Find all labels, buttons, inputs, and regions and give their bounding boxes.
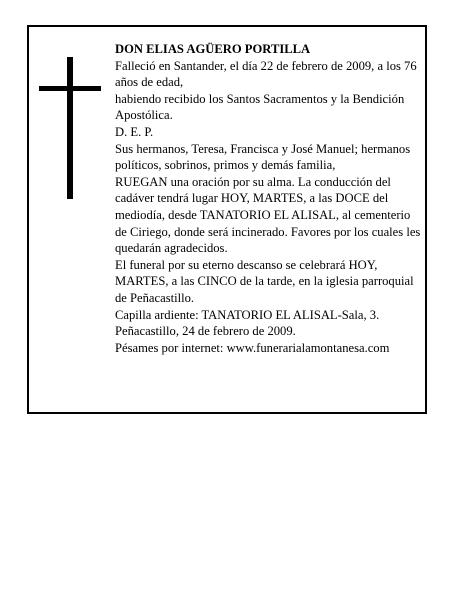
condolences-line: Pésames por internet: www.funerarialamontanesa.com — [115, 340, 390, 355]
place-date-line: Peñacastillo, 24 de febrero de 2009. — [115, 324, 296, 339]
obituary-notice — [27, 25, 427, 414]
death-announcement: Falleció en Santander, el día 22 de febrero de 2009, a los 76 años de edad, — [115, 58, 417, 90]
rip-line: D. E. P. — [115, 124, 154, 139]
sacraments-line: habiendo recibido los Santos Sacramentos y la Bendición Apostólica. — [115, 91, 405, 123]
deceased-name: DON ELIAS AGÜERO PORTILLA — [115, 42, 311, 56]
family-line: Sus hermanos, Teresa, Francisca y José Manuel; hermanos políticos, sobrinos, primos y demás familia, — [115, 141, 411, 173]
cross-vertical-bar — [67, 57, 73, 199]
funeral-mass: El funeral por su eterno descanso se celebrará HOY, MARTES, a las CINCO de la tarde, en la iglesia parroquial de Peñacastillo. — [115, 257, 414, 305]
cross-horizontal-bar — [39, 86, 101, 91]
chapel-line: Capilla ardiente: TANATORIO EL ALISAL-Sala, 3. — [115, 307, 380, 322]
notice-body — [115, 41, 421, 356]
funeral-procession: RUEGAN una oración por su alma. La conducción del cadáver tendrá lugar HOY, MARTES, a las DOCE del mediodía, desde TANATORIO EL ALISAL, al cementerio de Ciriego, donde será incinerado. Favores por los cuales les quedarán agradecidos. — [115, 174, 421, 256]
